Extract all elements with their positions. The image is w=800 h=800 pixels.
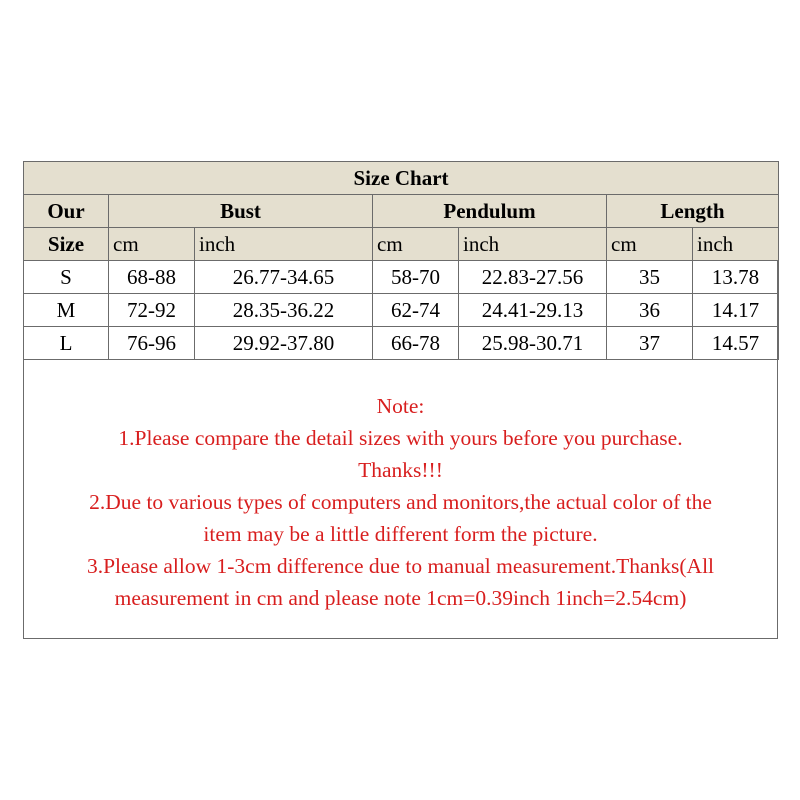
table-row: [24, 294, 779, 327]
length-cm-cell: 37: [607, 327, 693, 360]
length-cm-unit: cm: [607, 228, 693, 261]
size-header-size: Size: [24, 228, 109, 261]
chart-title: Size Chart: [24, 162, 779, 195]
note-line: 3.Please allow 1-3cm difference due to manual measurement.Thanks(All: [86, 554, 715, 578]
size-cell: S: [24, 261, 109, 294]
unit-header-row: [24, 228, 779, 261]
bust-cm-cell: 72-92: [109, 294, 195, 327]
length-header: Length: [607, 195, 779, 228]
table-row: [24, 261, 779, 294]
table-row: [24, 327, 779, 360]
pendulum-cm-cell: 66-78: [373, 327, 459, 360]
length-cm-cell: 35: [607, 261, 693, 294]
note-line: 2.Due to various types of computers and monitors,the actual color of the: [89, 490, 712, 514]
size-header-our: Our: [24, 195, 109, 228]
pendulum-cm-cell: 62-74: [373, 294, 459, 327]
bust-inch-unit: inch: [195, 228, 373, 261]
bust-cm-cell: 68-88: [109, 261, 195, 294]
pendulum-inch-cell: 22.83-27.56: [459, 261, 607, 294]
size-chart-table: [23, 161, 779, 360]
note-line: measurement in cm and please note 1cm=0.39inch 1inch=2.54cm): [114, 586, 687, 610]
bust-header: Bust: [109, 195, 373, 228]
pendulum-cm-cell: 58-70: [373, 261, 459, 294]
note-line: item may be a little different form the picture.: [203, 522, 598, 546]
pendulum-inch-cell: 24.41-29.13: [459, 294, 607, 327]
bust-cm-cell: 76-96: [109, 327, 195, 360]
note-line: 1.Please compare the detail sizes with yours before you purchase.: [118, 426, 683, 450]
group-header-row: [24, 195, 779, 228]
size-cell: L: [24, 327, 109, 360]
note-title: Note:: [376, 394, 425, 418]
note-line: Thanks!!!: [358, 458, 443, 482]
length-inch-unit: inch: [693, 228, 779, 261]
length-inch-cell: 13.78: [693, 261, 779, 294]
length-inch-cell: 14.57: [693, 327, 779, 360]
size-chart-frame: [23, 161, 778, 639]
pendulum-header: Pendulum: [373, 195, 607, 228]
pendulum-cm-unit: cm: [373, 228, 459, 261]
bust-inch-cell: 29.92-37.80: [195, 327, 373, 360]
bust-cm-unit: cm: [109, 228, 195, 261]
size-cell: M: [24, 294, 109, 327]
bust-inch-cell: 28.35-36.22: [195, 294, 373, 327]
length-inch-cell: 14.17: [693, 294, 779, 327]
title-row: [24, 162, 779, 195]
length-cm-cell: 36: [607, 294, 693, 327]
bust-inch-cell: 26.77-34.65: [195, 261, 373, 294]
pendulum-inch-unit: inch: [459, 228, 607, 261]
notes-section: [24, 390, 777, 614]
pendulum-inch-cell: 25.98-30.71: [459, 327, 607, 360]
